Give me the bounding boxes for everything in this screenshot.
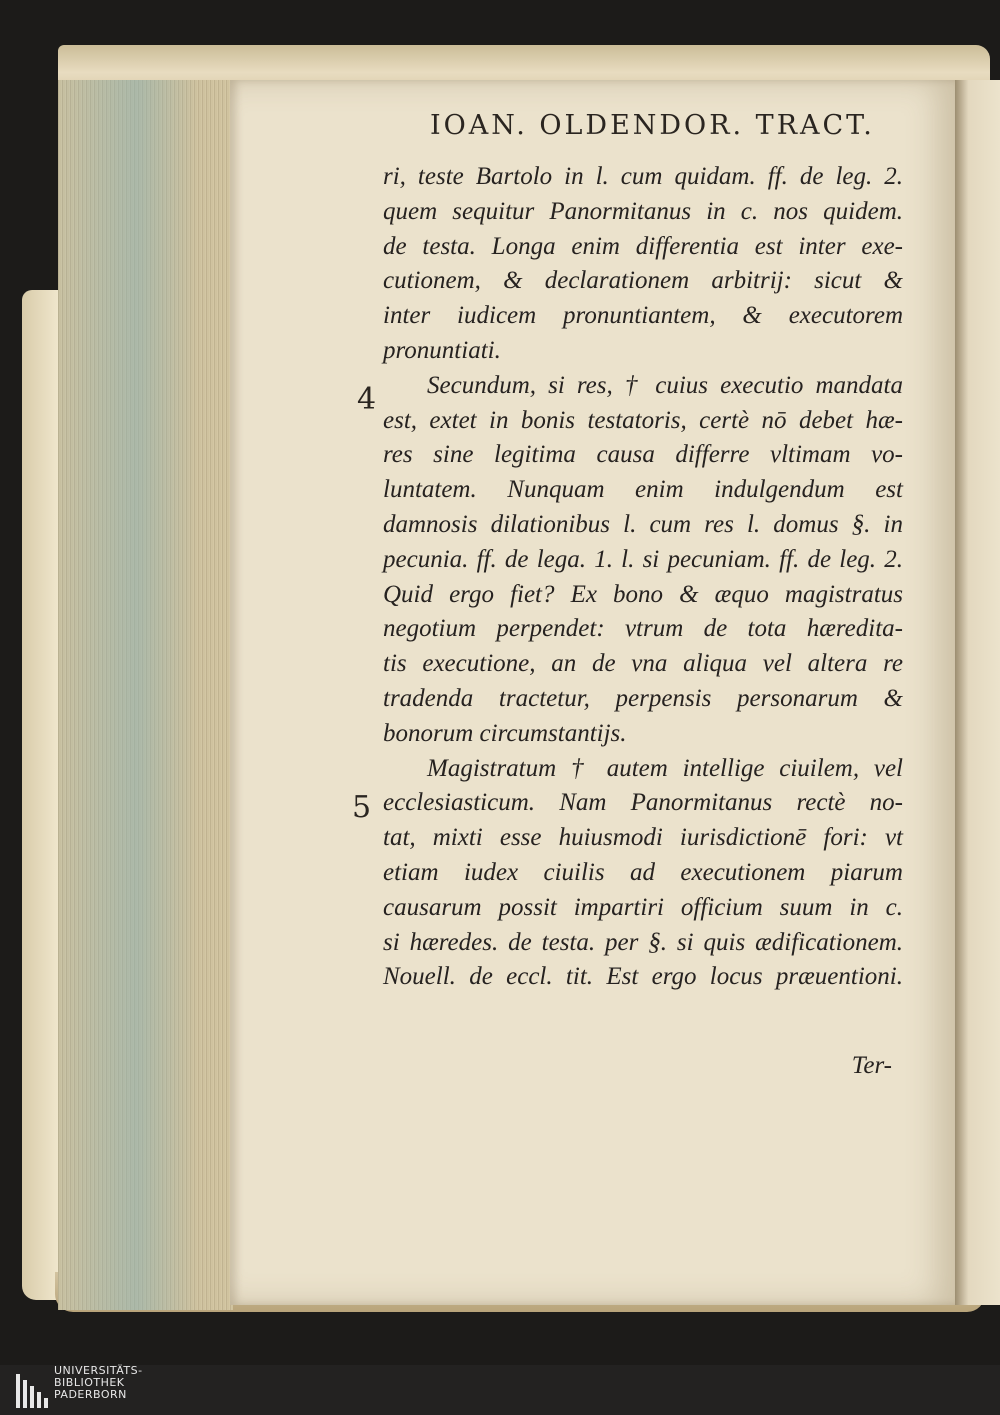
margin-number-4: 4 [357,382,377,417]
text-line: Secundum, si res, † cuius executio mandata [427,371,903,399]
text-line: de testa. Longa enim differentia est inter exe- [383,232,903,260]
text-line: inter iudicem pronuntiantem, & executorem [383,302,903,330]
text-line: si hæredes. de testa. per §. si quis ædificationem. [383,928,903,956]
facing-page-edge [955,80,1000,1305]
text-line: cutionem, & declarationem arbitrij: sicut & [383,267,903,295]
library-name-line: BIBLIOTHEK [54,1376,125,1389]
text-line: tis executione, an de vna aliqua vel altera re [383,650,903,678]
text-line: quem sequitur Panormitanus in c. nos quidem. [383,197,903,225]
library-name-line: PADERBORN [54,1388,127,1401]
text-line: ri, teste Bartolo in l. cum quidam. ff. de leg. 2. [383,163,903,190]
text-line: tat, mixti esse huiusmodi iurisdictionē fori: vt [383,824,903,852]
text-line: res sine legitima causa differre vltimam vo- [383,441,903,469]
library-name-line: UNIVERSITÄTS- [54,1364,143,1377]
text-line: ecclesiasticum. Nam Panormitanus rectè no- [383,789,903,817]
library-logo-icon [12,1368,56,1412]
body-text [383,160,903,995]
running-head: IOAN. OLDENDOR. TRACT. [430,110,875,141]
text-line: luntatem. Nunquam enim indulgendum est [383,476,903,504]
text-line: pronuntiati. [383,336,501,364]
text-line: negotium perpendet: vtrum de tota hæredita- [383,615,903,643]
book-page-edges-tint [58,80,233,1310]
text-line: Magistratum † autem intellige ciuilem, vel [427,754,903,782]
text-line: est, extet in bonis testatoris, certè nō debet hæ- [383,406,903,434]
text-line: bonorum circumstantijs. [383,719,627,747]
text-line: tradenda tractetur, perpensis personarum & [383,684,903,712]
text-line: pecunia. ff. de lega. 1. l. si pecuniam. ff. de leg. 2. [383,545,903,573]
catchword: Ter- [851,1052,892,1079]
text-line: Quid ergo fiet? Ex bono & æquo magistratus [383,580,903,608]
text-line: Nouell. de eccl. tit. Est ergo locus præuentioni. [383,963,903,991]
library-name [54,1365,174,1401]
text-line: causarum possit impartiri officium suum in c. [383,893,903,921]
text-line: etiam iudex ciuilis ad executionem piarum [383,858,903,886]
margin-number-5: 5 [352,790,372,825]
text-line: damnosis dilationibus l. cum res l. domus §. in [383,510,903,538]
